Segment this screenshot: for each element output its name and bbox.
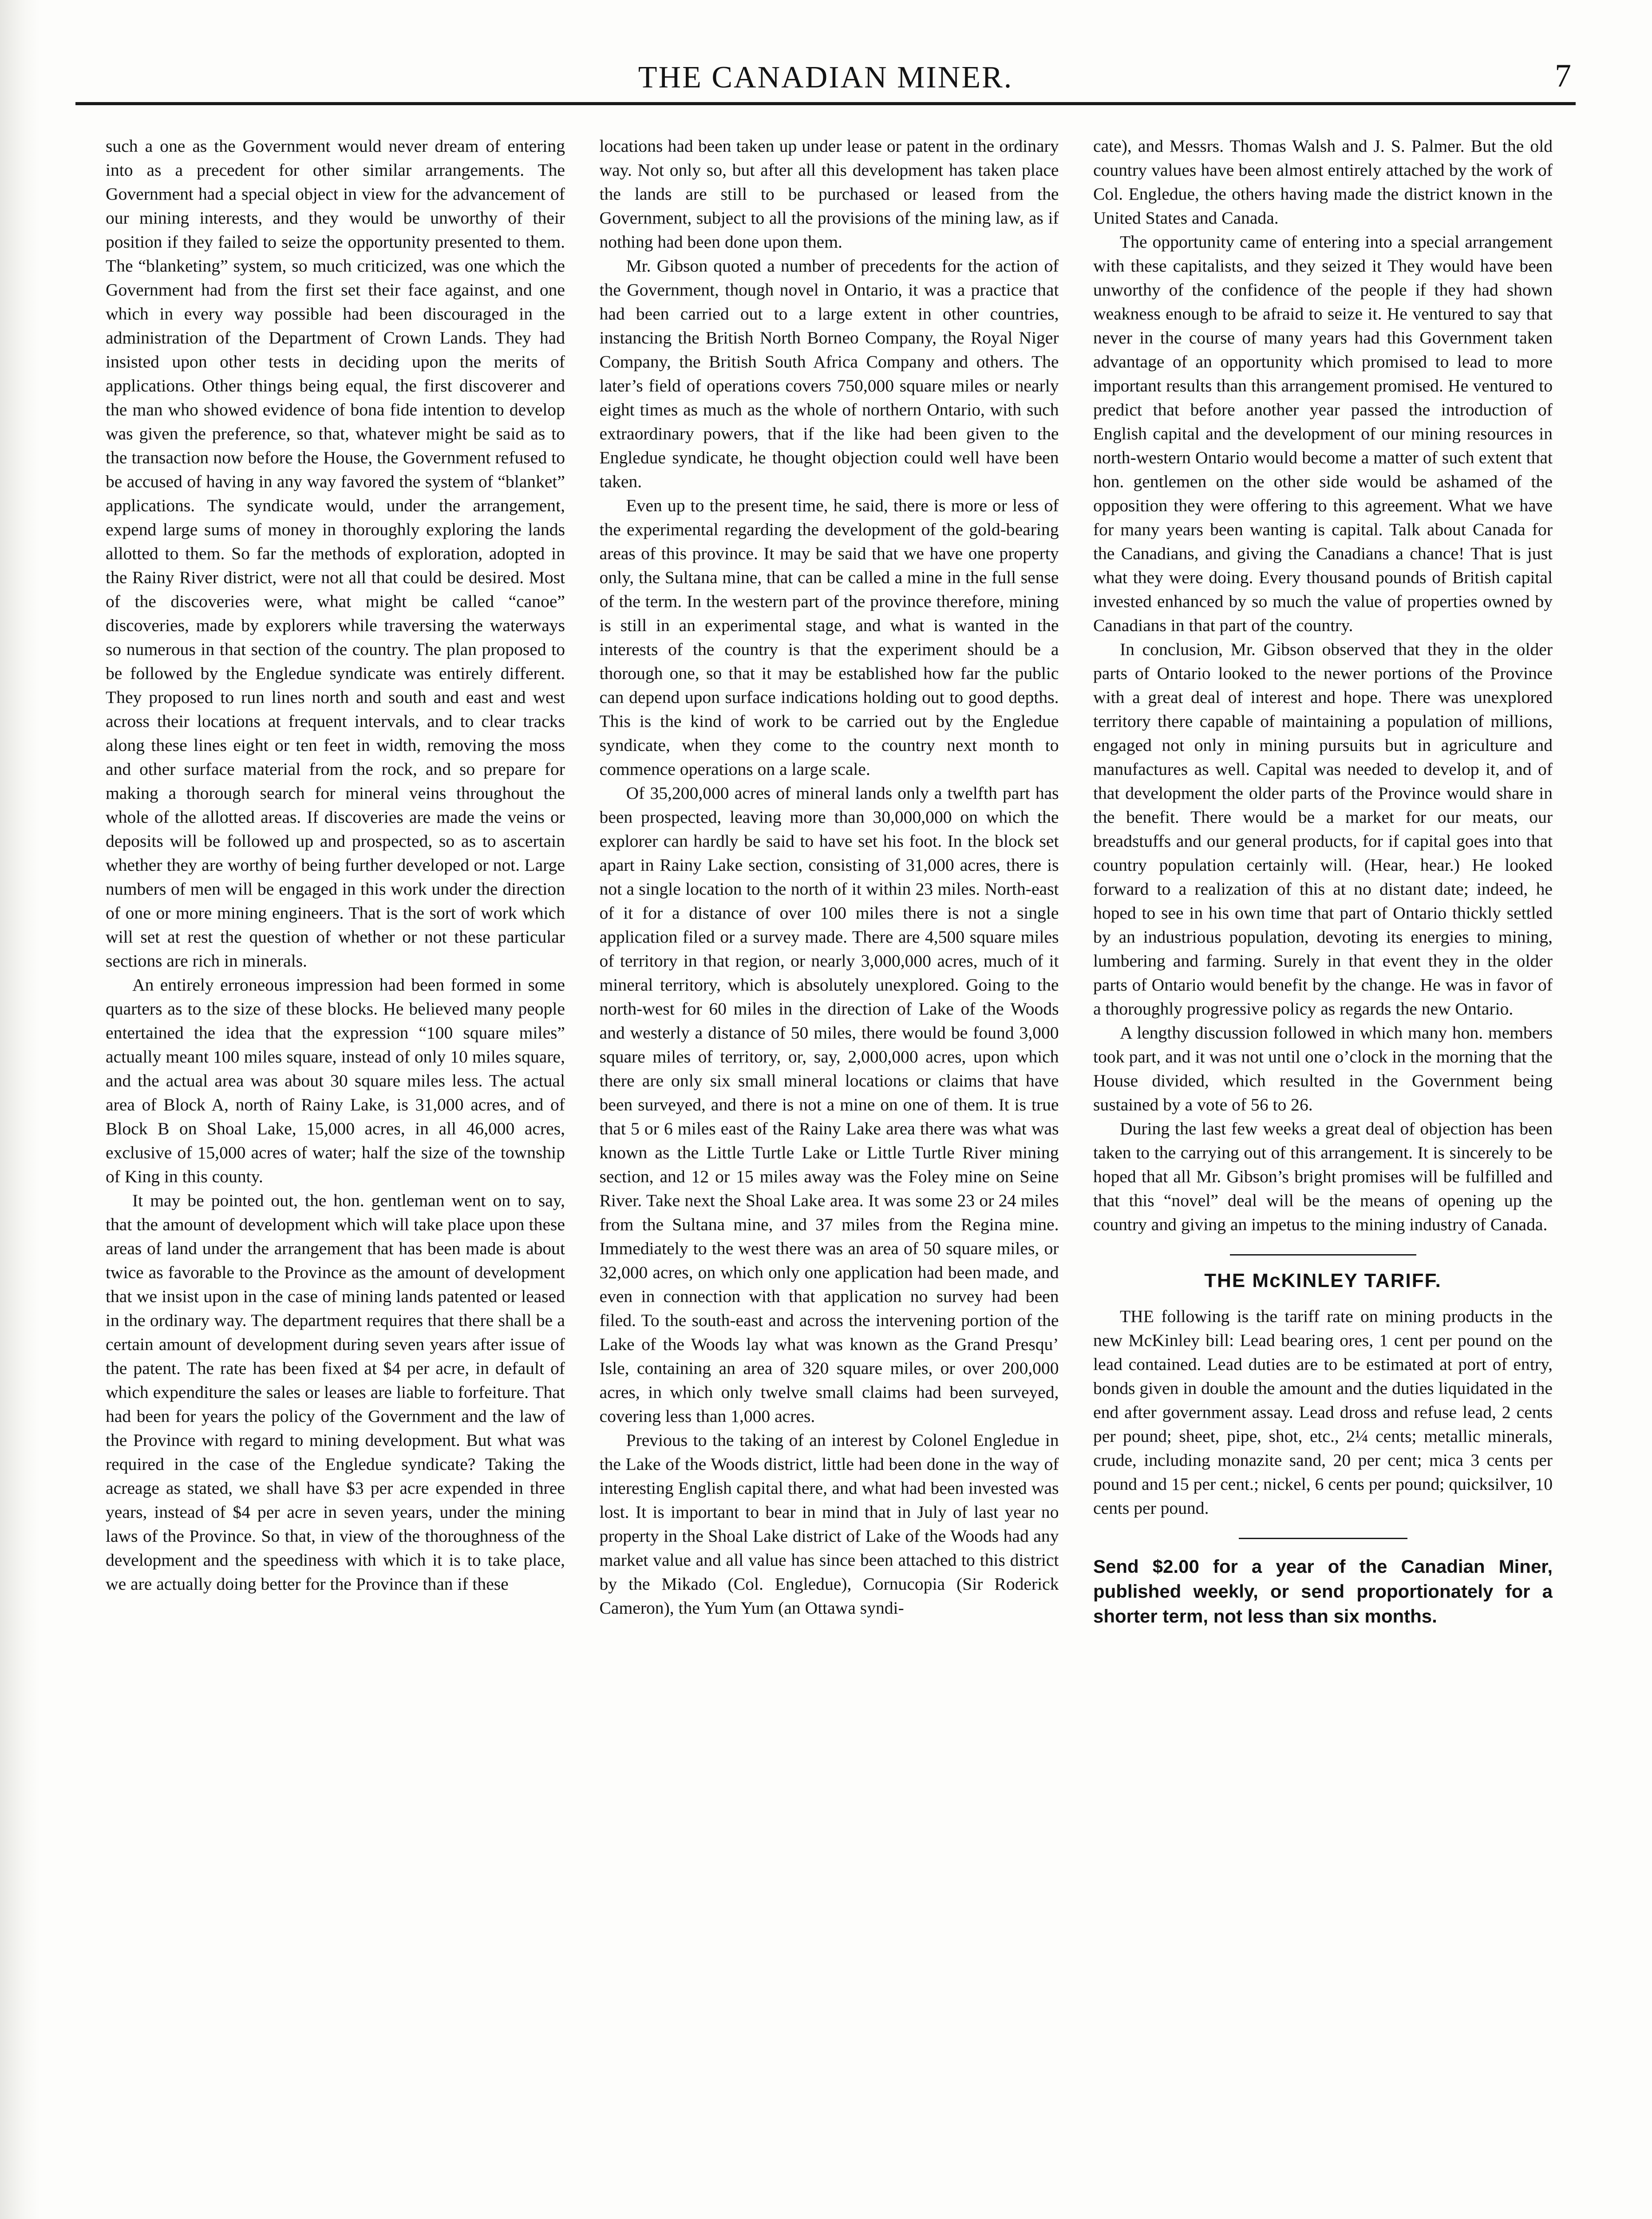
paragraph: Of 35,200,000 acres of mineral lands only a twelfth part has been prospected, leaving more than 30,000,000 on which the explorer can hardly be said to have set his foot. In the block set apart in Rainy Lake section, consisting of 31,000 acres, there is not a single location to the north of it within 23 miles. North-east of it for a distance of over 100 miles there is not a single application filed or a survey made. There are 4,500 square miles of territory in that region, or nearly 3,000,000 acres, much of it mineral territory, which is absolutely unexplored. Going to the north-west for 60 miles in the direction of Lake of the Woods and westerly a distance of 50 miles, there would be found 3,000 square miles of territory, or, say, 2,000,000 acres, upon which there are only six small mineral locations or claims that have been surveyed, and there is not a mine on one of them. It is true that 5 or 6 miles east of the Rainy Lake area there was what was known as the Little Turtle Lake or Little Turtle River mining section, and 12 or 15 miles away was the Foley mine on Seine River. Take next the Shoal Lake area. It was some 23 or 24 miles from the Sultana mine, and 37 miles from the Regina mine. Immediately to the west there was an area of 50 square miles, or 32,000 acres, on which only one application had been made, and even in connection with that application no survey had been filed. To the south-east and across the intervening portion of the Lake of the Woods lay what was known as the Grand Presqu’ Isle, containing an area of 320 square miles, or over 200,000 acres, in which only twelve small claims had been surveyed, covering less than 1,000 acres. xyxy=(599,783,1059,1426)
header-rule xyxy=(75,102,1576,105)
column-2 xyxy=(600,134,1059,2219)
subscription-advert: Send $2.00 for a year of the Canadian Miner, published weekly, or send proportionately for a shorter term, not less than six months. xyxy=(1093,1556,1553,1627)
paragraph: cate), and Messrs. Thomas Walsh and J. S. Palmer. But the old country values have been almost entirely attached by the work of Col. Engledue, the others having made the district known in the United States and Canada. xyxy=(1093,136,1553,228)
paragraph: During the last few weeks a great deal of objection has been taken to the carrying out of this arrangement. It is sincerely to be hoped that all Mr. Gibson’s bright promises will be fulfilled and that this “novel” deal will be the means of opening up the country and giving an impetus to the mining industry of Canada. xyxy=(1093,1119,1553,1234)
paragraph: A lengthy discussion followed in which many hon. members took part, and it was not until one o’clock in the morning that the House divided, which resulted in the Government being sustained by a vote of 56 to 26. xyxy=(1093,1023,1553,1114)
paragraph: such a one as the Government would never dream of entering into as a precedent for other similar arrangements. The Government had a special object in view for the advancement of our mining interests, and they would be unworthy of their position if they failed to seize the opportunity presented to them. The “blanketing” system, so much criticized, was one which the Government had from the first set their face against, and one which in every way possible had been discouraged in the administration of the Department of Crown Lands. They had insisted upon other tests in deciding upon the merits of applications. Other things being equal, the first discoverer and the man who showed evidence of bona fide intention to develop was given the preference, so that, whatever might be said as to the transaction now before the House, the Government refused to be accused of having in any way favored the system of “blanket” applications. The syndicate would, under the arrangement, expend large sums of money in thoroughly exploring the lands allotted to them. So far the methods of exploration, adopted in the Rainy River district, were not all that could be desired. Most of the discoveries were, what might be called “canoe” discoveries, made by explorers while traversing the waterways so numerous in that section of the country. The plan proposed to be followed by the Engledue syndicate was entirely different. They proposed to run lines north and south and east and west across their locations at frequent intervals, and to clear tracks along these lines eight or ten feet in width, removing the moss and other surface material from the rock, and so prepare for making a thorough search for mineral veins throughout the whole of the allotted areas. If discoveries are made the veins or deposits will be followed up and prospected, so as to ascertain whether they are worthy of being further developed or not. Large numbers of men will be engaged in this work under the direction of one or more mining engineers. That is the sort of work which will set at rest the question of whether or not these particular sections are rich in minerals. xyxy=(106,136,565,971)
tariff-heading: THE McKINLEY TARIFF. xyxy=(1204,1270,1442,1291)
paragraph: Mr. Gibson quoted a number of precedents for the action of the Government, though novel in Ontario, it was a practice that had been carried out to a large extent in other countries, instancing the British North Borneo Company, the Royal Niger Company, the British South Africa Company and others. The later’s field of operations covers 750,000 square miles or nearly eight times as much as the whole of northern Ontario, with such extraordinary powers, that if the like had been given to the Engledue syndicate, he thought objection could well have been taken. xyxy=(599,256,1059,491)
publication-title: THE CANADIAN MINER. xyxy=(638,60,1013,95)
binding-shadow xyxy=(0,0,40,2219)
article-columns xyxy=(106,134,1553,2219)
column-1 xyxy=(106,134,565,2219)
paragraph: An entirely erroneous impression had been formed in some quarters as to the size of these blocks. He believed many people entertained the idea that the expression “100 square miles” actually meant 100 miles square, instead of only 10 miles square, and the actual area was about 30 square miles less. The actual area of Block A, north of Rainy Lake, is 31,000 acres, and of Block B on Shoal Lake, 15,000 acres, in all 46,000 acres, exclusive of 15,000 acres of water; half the size of the township of King in this county. xyxy=(106,975,565,1186)
paragraph: It may be pointed out, the hon. gentleman went on to say, that the amount of development which will take place upon these areas of land under the arrangement that has been made is about twice as favorable to the Province as the amount of development that we insist upon in the case of mining lands patented or leased in the ordinary way. The department requires that there shall be a certain amount of development during seven years after issue of the patent. The rate has been fixed at $4 per acre, in default of which expenditure the sales or leases are liable to forfeiture. That had been for years the policy of the Government and the law of the Province with regard to mining development. But what was required in the case of the Engledue syndicate? Taking the acreage as stated, we shall have $3 per acre expended in three years, instead of $4 per acre in seven years, under the mining laws of the Province. So that, in view of the thoroughness of the development and the speediness with which it is to take place, we are actually doing better for the Province than if these xyxy=(106,1191,565,1594)
paragraph: Even up to the present time, he said, there is more or less of the experimental regarding the development of the gold-bearing areas of this province. It may be said that we have one property only, the Sultana mine, that can be called a mine in the full sense of the term. In the western part of the province therefore, mining is still in an experimental stage, and what is wanted in the interests of the country is that the experiment should be a thorough one, so that it may be established how far the public can depend upon surface indications holding out to good depths. This is the kind of work to be carried out by the Engledue syndicate, when they come to the country next month to commence operations on a large scale. xyxy=(599,496,1059,779)
advert-divider xyxy=(1239,1538,1407,1539)
section-divider xyxy=(1230,1254,1416,1256)
paragraph: The opportunity came of entering into a special arrangement with these capitalists, and they seized it They would have been unworthy of the confidence of the people if they had shown weakness enough to be afraid to seize it. He ventured to say that never in the course of many years had this Government taken advantage of an opportunity which promised to lead to more important results than this arrangement promised. He ventured to predict that before another year passed the introduction of English capital and the development of our mining resources in north-western Ontario would become a matter of such extent that hon. gentlemen on the other side would be ashamed of the opposition they were offering to this agreement. What we have for many years been wanting is capital. Talk about Canada for the Canadians, and giving the Canadians a chance! That is just what they were doing. Every thousand pounds of British capital invested enhanced by so much the value of properties owned by Canadians in that part of the country. xyxy=(1093,232,1553,635)
page-number: 7 xyxy=(1555,58,1571,94)
paragraph: In conclusion, Mr. Gibson observed that they in the older parts of Ontario looked to the newer portions of the Province with a great deal of interest and hope. There was unexplored territory there capable of maintaining a population of millions, engaged not only in mining pursuits but in agriculture and manufactures as well. Capital was needed to develop it, and of that development the older parts of the Province would share in the benefit. There would be a market for our meats, our breadstuffs and our general products, for if capital goes into that country population certainly will. (Hear, hear.) He looked forward to a realization of this at no distant date; indeed, he hoped to see in his own time that part of Ontario thickly settled by an industrious population, devoting its energies to mining, lumbering and farming. Surely in that event they in the older parts of Ontario would benefit by the change. He was in favor of a thoroughly progressive policy as regards the new Ontario. xyxy=(1093,640,1553,1019)
paragraph: Previous to the taking of an interest by Colonel Engledue in the Lake of the Woods district, little had been done in the way of interesting English capital there, and what had been invested was lost. It is important to bear in mind that in July of last year no property in the Shoal Lake district of Lake of the Woods had any market value and all value has since been attached to this district by the Mikado (Col. Engledue), Cornucopia (Sir Roderick Cameron), the Yum Yum (an Ottawa syndi- xyxy=(599,1430,1059,1618)
tariff-paragraph: THE following is the tariff rate on mining products in the new McKinley bill: Lead bearing ores, 1 cent per pound on the lead contained. Lead duties are to be estimated at port of entry, bonds given in double the amount and the duties liquidated in the end after government assay. Lead dross and refuse lead, 2 cents per pound; sheet, pipe, shot, etc., 2¼ cents; metallic minerals, crude, including monazite sand, 20 per cent; mica 3 cents per pound and 15 per cent.; nickel, 6 cents per pound; quicksilver, 10 cents per pound. xyxy=(1093,1307,1553,1518)
page-header xyxy=(75,27,1576,111)
paragraph: locations had been taken up under lease or patent in the ordinary way. Not only so, but after all this development has taken place the lands are still to be purchased or leased from the Government, subject to all the provisions of the mining law, as if nothing had been done upon them. xyxy=(599,136,1059,252)
column-3 xyxy=(1093,134,1553,2219)
